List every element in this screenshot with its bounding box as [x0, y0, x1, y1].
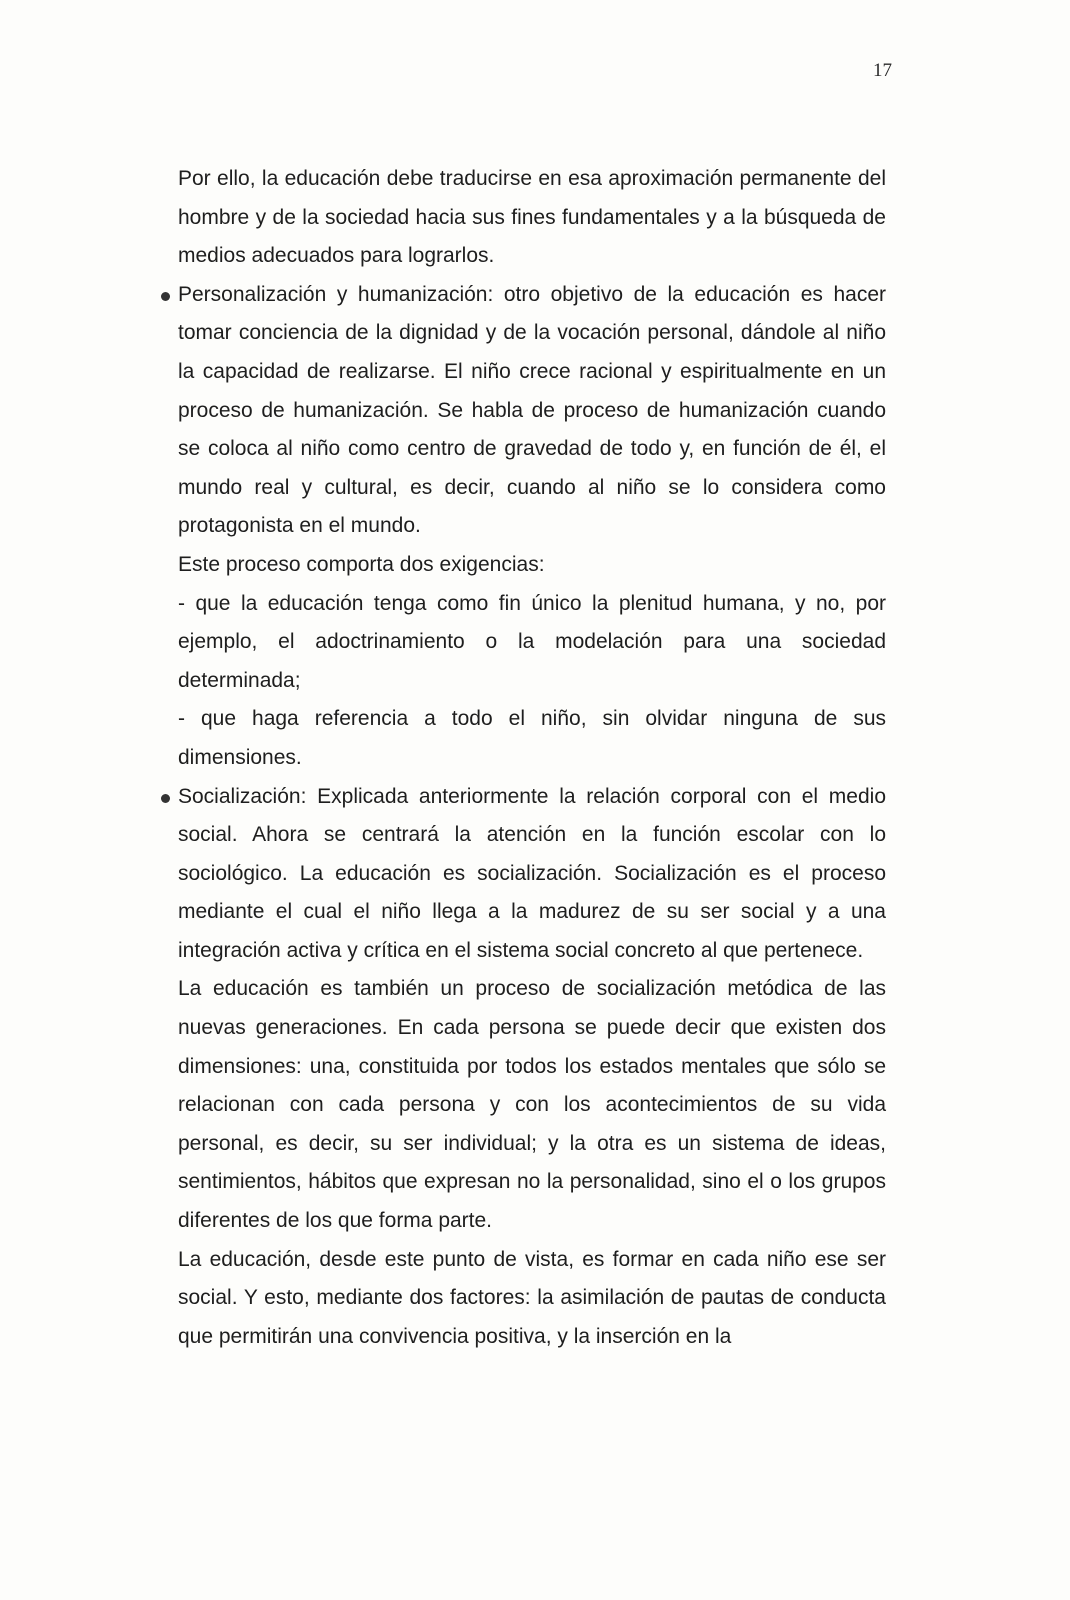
dash-item-plenitud: - que la educación tenga como fin único la plenitud humana, y no, por ejemplo, el adoctrinamiento o la modelación para una sociedad determinada; [178, 591, 886, 692]
bullet-item-socializacion [178, 778, 886, 971]
bullet-icon [161, 292, 170, 301]
paragraph-intro: Por ello, la educación debe traducirse en esa aproximación permanente del hombre y de la sociedad hacia sus fines fundamentales y a la búsqueda de medios adecuados para lograrlos. [178, 167, 886, 268]
bullet-item-personalizacion [178, 276, 886, 546]
page-number: 17 [873, 60, 892, 81]
bullet-text: Socialización: Explicada anteriormente la relación corporal con el medio social. Ahora se centrará la atención en la función escolar con lo sociológico. La educación es socialización. Socialización es el proceso mediante el cual el niño llega a la madurez de su ser social y a una integración activa y crítica en el sistema social concreto al que pertenece. [178, 784, 886, 962]
body-text [178, 160, 886, 1356]
dash-item-todo-el-nino: - que haga referencia a todo el niño, sin olvidar ninguna de sus dimensiones. [178, 707, 886, 769]
paragraph-ser-social: La educación, desde este punto de vista, es formar en cada niño ese ser social. Y esto, mediante dos factores: la asimilación de pautas de conducta que permitirán una convivencia positiva, y la inserción en la [178, 1247, 886, 1348]
bullet-icon [161, 794, 170, 803]
paragraph-exigencias: Este proceso comporta dos exigencias: [178, 552, 545, 576]
paragraph-socializacion-metodica: La educación es también un proceso de socialización metódica de las nuevas generaciones. En cada persona se puede decir que existen dos dimensiones: una, constituida por todos los estados mentales que sólo se relacionan con cada persona y con los acontecimientos de su vida personal, es decir, su ser individual; y la otra es un sistema de ideas, sentimientos, hábitos que expresan no la personalidad, sino el o los grupos diferentes de los que forma parte. [178, 977, 886, 1233]
bullet-text: Personalización y humanización: otro objetivo de la educación es hacer tomar conciencia de la dignidad y de la vocación personal, dándole al niño la capacidad de realizarse. El niño crece racional y espiritualmente en un proceso de humanización. Se habla de proceso de humanización cuando se coloca al niño como centro de gravedad de todo y, en función de él, el mundo real y cultural, es decir, cuando al niño se lo considera como protagonista en el mundo. [178, 282, 886, 538]
